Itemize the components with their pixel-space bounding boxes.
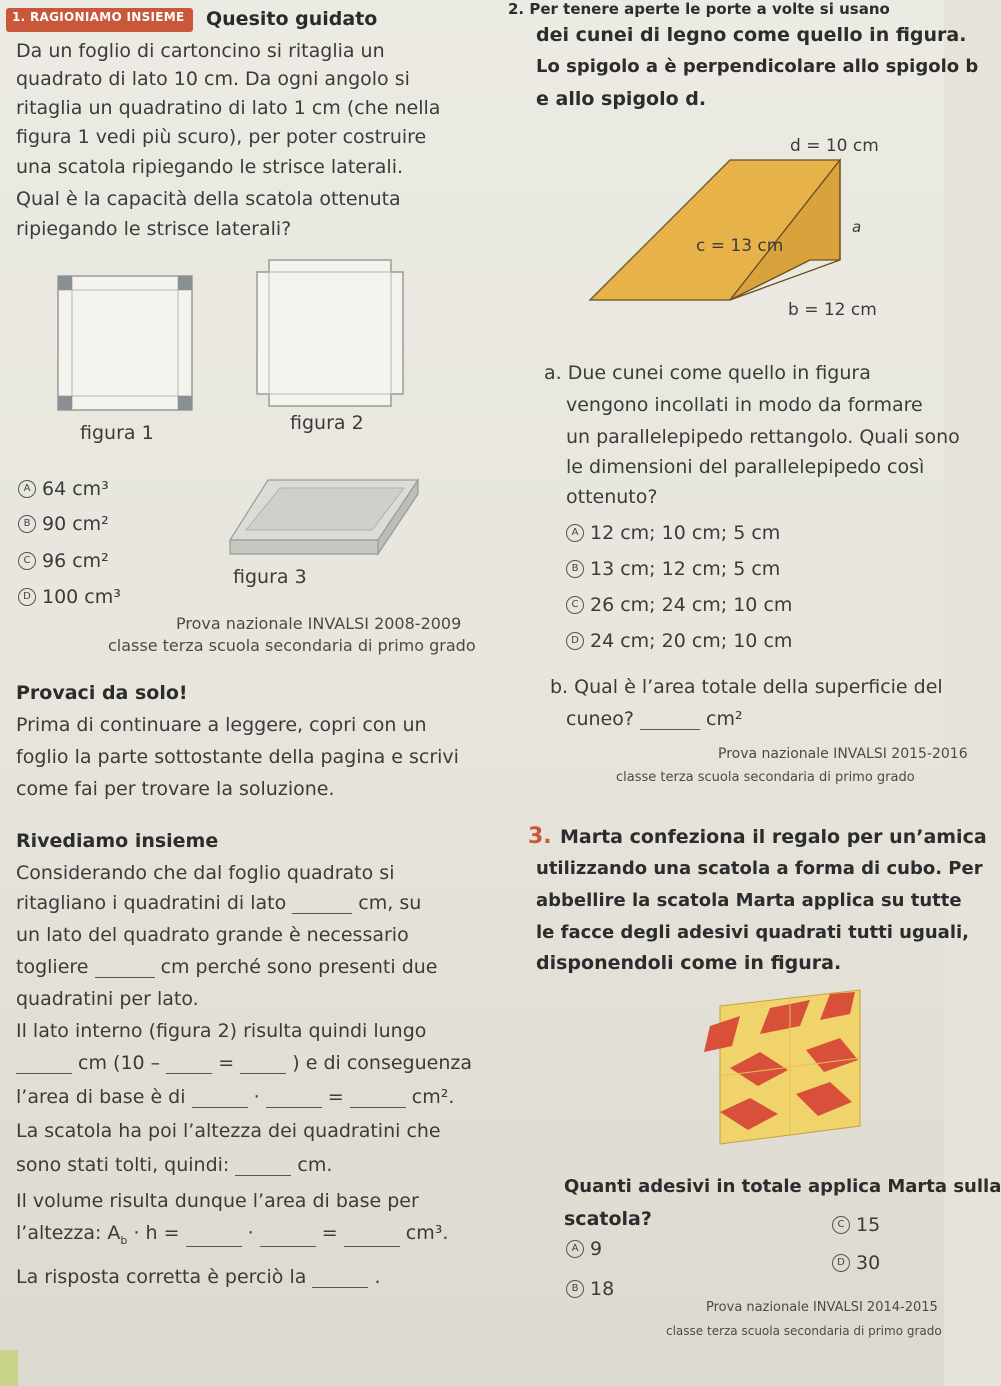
rivediamo-line-7 xyxy=(16,1052,472,1074)
label-b: b = 12 cm xyxy=(788,300,877,320)
figura-3-caption: figura 3 xyxy=(233,566,307,588)
q1-option-b[interactable] xyxy=(18,513,109,535)
text: ritagliano i quadratini di lato xyxy=(16,892,287,914)
text: cm². xyxy=(411,1086,455,1108)
option-letter: C xyxy=(18,552,36,570)
q2a-line-5: ottenuto? xyxy=(566,486,658,508)
quesito-guidato-title: Quesito guidato xyxy=(206,8,378,30)
figura-1-square-with-corners xyxy=(50,268,200,416)
option-text: 64 cm³ xyxy=(42,478,109,500)
option-text: 12 cm; 10 cm; 5 cm xyxy=(590,522,781,544)
q2a-line-4: le dimensioni del parallelepipedo così xyxy=(566,456,925,478)
q3-option-a[interactable] xyxy=(566,1238,602,1260)
text: · xyxy=(253,1086,260,1108)
blank-field[interactable] xyxy=(240,1056,286,1074)
q1-line-4: figura 1 vedi più scuro), per poter costruire xyxy=(16,126,427,148)
provaci-line-1: Prima di continuare a leggere, copri con un xyxy=(16,714,427,736)
q1-line-5: una scatola ripiegando le strisce laterali. xyxy=(16,156,404,178)
q3-line-4: le facce degli adesivi quadrati tutti uguali, xyxy=(536,922,970,943)
text: cm (10 – xyxy=(78,1052,161,1074)
q3-line-2: utilizzando una scatola a forma di cubo. Per xyxy=(536,858,983,879)
text: ) e di conseguenza xyxy=(292,1052,472,1074)
rivediamo-line-2 xyxy=(16,892,421,914)
page-edge-tab xyxy=(0,1350,18,1386)
text: l’altezza: A xyxy=(16,1222,121,1244)
q3-option-d[interactable] xyxy=(832,1252,880,1274)
q2-source-line-1: Prova nazionale INVALSI 2015-2016 xyxy=(718,746,968,762)
option-letter: D xyxy=(832,1254,850,1272)
rivediamo-line-10 xyxy=(16,1154,332,1176)
q2a-option-a[interactable] xyxy=(566,522,780,544)
text: = xyxy=(218,1052,235,1074)
q1-line-3: ritaglia un quadratino di lato 1 cm (che nella xyxy=(16,97,441,119)
rivediamo-line-11: Il volume risulta dunque l’area di base per xyxy=(16,1190,419,1212)
q2a-option-c[interactable] xyxy=(566,594,792,616)
rivediamo-line-6: Il lato interno (figura 2) risulta quindi lungo xyxy=(16,1020,427,1042)
q1-line-7: ripiegando le strisce laterali? xyxy=(16,218,292,240)
option-letter: A xyxy=(566,1240,584,1258)
q3-question-line-1: Quanti adesivi in totale applica Marta sulla xyxy=(564,1176,1001,1197)
rivediamo-line-8 xyxy=(16,1086,454,1108)
option-text: 24 cm; 20 cm; 10 cm xyxy=(590,630,793,652)
figura-3-open-box xyxy=(228,470,428,562)
text: = xyxy=(327,1086,344,1108)
q1-line-2: quadrato di lato 10 cm. Da ogni angolo si xyxy=(16,68,410,90)
option-letter: B xyxy=(566,560,584,578)
q3-line-5: disponendoli come in figura. xyxy=(536,952,842,974)
text: cm. xyxy=(297,1154,333,1176)
q1-option-a[interactable] xyxy=(18,478,109,500)
rivediamo-line-4 xyxy=(16,956,437,978)
blank-field[interactable] xyxy=(186,1229,242,1247)
ragioniamo-insieme-badge xyxy=(6,8,193,32)
blank-field[interactable] xyxy=(292,896,352,914)
provaci-title: Provaci da solo! xyxy=(16,682,188,704)
q2-line-1: dei cunei di legno come quello in figura. xyxy=(536,24,967,46)
q2-source-line-2: classe terza scuola secondaria di primo grado xyxy=(616,770,915,785)
figura-2-cut-square xyxy=(255,258,405,406)
blank-field[interactable] xyxy=(192,1090,248,1108)
q1-option-d[interactable] xyxy=(18,586,121,608)
rivediamo-line-12 xyxy=(16,1222,448,1247)
q1-line-1: Da un foglio di cartoncino si ritaglia un xyxy=(16,40,385,62)
q2-line-2: Lo spigolo a è perpendicolare allo spigolo b xyxy=(536,56,979,77)
q1-source-line-2: classe terza scuola secondaria di primo grado xyxy=(108,636,476,655)
option-text: 26 cm; 24 cm; 10 cm xyxy=(590,594,793,616)
q2a-line-1: a. Due cunei come quello in figura xyxy=(544,362,871,384)
blank-field[interactable] xyxy=(350,1090,406,1108)
option-letter: A xyxy=(566,524,584,542)
text: La risposta corretta è perciò la xyxy=(16,1266,307,1288)
text: · xyxy=(247,1222,254,1244)
q2-line-3: e allo spigolo d. xyxy=(536,88,707,110)
badge-number: 1. xyxy=(12,10,26,24)
q3-source-line-2: classe terza scuola secondaria di primo grado xyxy=(666,1324,942,1338)
text: l’area di base è di xyxy=(16,1086,186,1108)
blank-field[interactable] xyxy=(640,712,700,730)
q2-top-line: 2. Per tenere aperte le porte a volte si usano xyxy=(508,0,890,18)
rivediamo-line-5: quadratini per lato. xyxy=(16,988,199,1010)
text: togliere xyxy=(16,956,89,978)
text: cm perché sono presenti due xyxy=(160,956,438,978)
blank-field[interactable] xyxy=(266,1090,322,1108)
blank-field[interactable] xyxy=(260,1229,316,1247)
q1-line-6: Qual è la capacità della scatola ottenuta xyxy=(16,188,401,210)
blank-field[interactable] xyxy=(16,1056,72,1074)
option-letter: A xyxy=(18,480,36,498)
label-c: c = 13 cm xyxy=(696,236,784,256)
q3-option-b[interactable] xyxy=(566,1278,614,1300)
label-a: a xyxy=(852,218,862,236)
q2a-option-b[interactable] xyxy=(566,558,780,580)
text: cuneo? xyxy=(566,708,634,730)
q3-source-line-1: Prova nazionale INVALSI 2014-2015 xyxy=(706,1300,938,1315)
q3-question-line-2: scatola? xyxy=(564,1208,652,1230)
option-text: 15 xyxy=(856,1214,881,1236)
q1-source-line-1: Prova nazionale INVALSI 2008-2009 xyxy=(176,614,462,633)
q3-line-1: Marta confeziona il regalo per un’amica xyxy=(560,826,987,848)
text: sono stati tolti, quindi: xyxy=(16,1154,230,1176)
blank-field[interactable] xyxy=(235,1158,291,1176)
blank-field[interactable] xyxy=(95,960,155,978)
figura-2-caption: figura 2 xyxy=(290,412,364,434)
q3-number: 3. xyxy=(528,824,552,849)
text: cm, su xyxy=(358,892,422,914)
option-letter: C xyxy=(832,1216,850,1234)
option-text: 30 xyxy=(856,1252,881,1274)
text: . xyxy=(374,1266,381,1288)
rivediamo-title: Rivediamo insieme xyxy=(16,830,219,852)
option-text: 13 cm; 12 cm; 5 cm xyxy=(590,558,781,580)
cube-with-stickers xyxy=(690,986,890,1156)
option-letter: D xyxy=(566,632,584,650)
option-letter: B xyxy=(566,1280,584,1298)
option-letter: D xyxy=(18,588,36,606)
text: · h = xyxy=(133,1222,180,1244)
q2b-line-2 xyxy=(566,708,743,730)
q2a-line-2: vengono incollati in modo da formare xyxy=(566,394,923,416)
rivediamo-line-3: un lato del quadrato grande è necessario xyxy=(16,924,409,946)
option-letter: C xyxy=(566,596,584,614)
option-letter: B xyxy=(18,515,36,533)
blank-field[interactable] xyxy=(312,1270,368,1288)
option-text: 18 xyxy=(590,1278,615,1300)
option-text: 100 cm³ xyxy=(42,586,121,608)
rivediamo-line-1: Considerando che dal foglio quadrato si xyxy=(16,862,395,884)
option-text: 90 cm² xyxy=(42,513,109,535)
provaci-line-3: come fai per trovare la soluzione. xyxy=(16,778,335,800)
subscript: b xyxy=(120,1233,128,1247)
label-d: d = 10 cm xyxy=(790,136,879,156)
figura-1-caption: figura 1 xyxy=(80,422,154,444)
option-text: 9 xyxy=(590,1238,603,1260)
text: cm² xyxy=(706,708,743,730)
rivediamo-line-13 xyxy=(16,1266,381,1288)
blank-field[interactable] xyxy=(344,1229,400,1247)
option-text: 96 cm² xyxy=(42,550,109,572)
q1-option-c[interactable] xyxy=(18,550,109,572)
badge-label: RAGIONIAMO INSIEME xyxy=(30,10,185,24)
q2a-line-3: un parallelepipedo rettangolo. Quali sono xyxy=(566,426,960,448)
q3-line-3: abbellire la scatola Marta applica su tutte xyxy=(536,890,962,911)
q2b-line-1: b. Qual è l’area totale della superficie del xyxy=(550,676,943,698)
provaci-line-2: foglio la parte sottostante della pagina e scrivi xyxy=(16,746,459,768)
q3-option-c[interactable] xyxy=(832,1214,880,1236)
q2a-option-d[interactable] xyxy=(566,630,792,652)
text: = xyxy=(321,1222,338,1244)
text: cm³. xyxy=(405,1222,449,1244)
rivediamo-line-9: La scatola ha poi l’altezza dei quadratini che xyxy=(16,1120,441,1142)
blank-field[interactable] xyxy=(166,1056,212,1074)
